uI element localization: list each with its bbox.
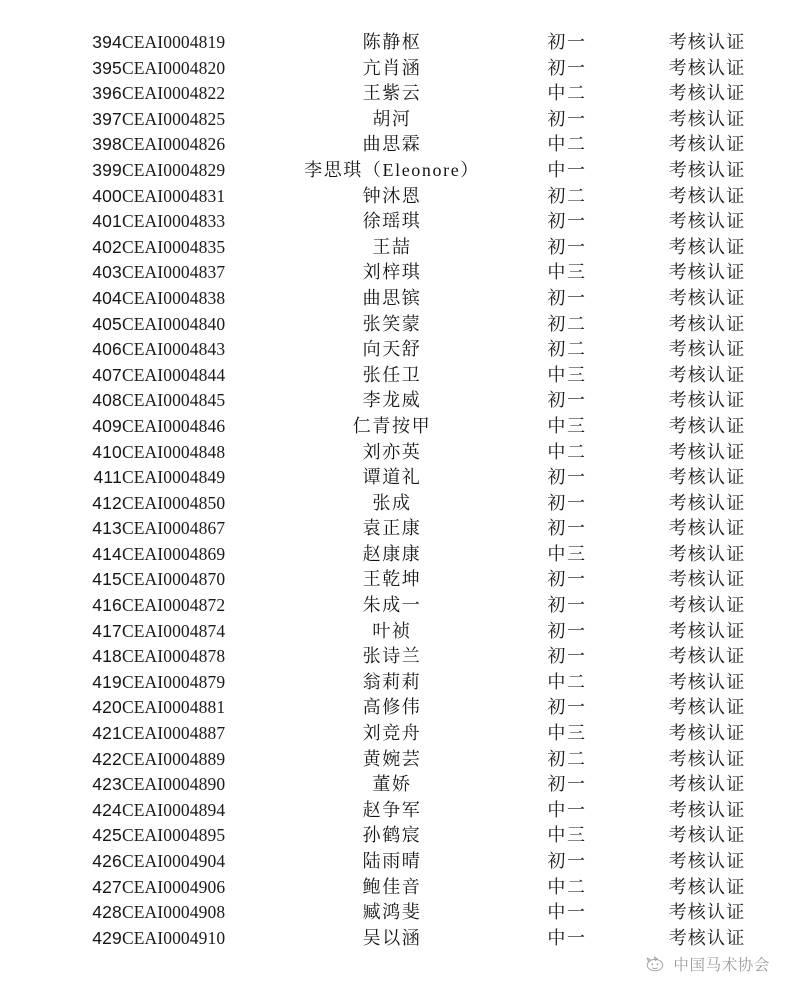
certification-type: 考核认证 bbox=[668, 185, 746, 206]
table-row bbox=[0, 619, 792, 645]
certification-type: 考核认证 bbox=[668, 774, 746, 795]
row-index: 395 bbox=[92, 57, 122, 78]
member-level: 初一 bbox=[547, 851, 587, 871]
member-level: 中二 bbox=[547, 134, 587, 155]
member-level: 初一 bbox=[547, 620, 587, 641]
member-level: 中一 bbox=[547, 902, 587, 923]
row-index: 407 bbox=[92, 364, 122, 385]
table-row bbox=[0, 312, 792, 338]
certification-type: 考核认证 bbox=[668, 799, 746, 820]
member-level: 初一 bbox=[547, 697, 587, 718]
row-index: 400 bbox=[92, 185, 122, 206]
row-index: 413 bbox=[92, 518, 122, 539]
member-name: 黄婉芸 bbox=[362, 748, 422, 769]
certification-type: 考核认证 bbox=[668, 287, 746, 308]
row-index: 420 bbox=[92, 697, 122, 718]
table-row bbox=[0, 260, 792, 286]
member-level: 中三 bbox=[547, 825, 587, 846]
table-row bbox=[0, 900, 792, 926]
row-index: 419 bbox=[92, 671, 122, 692]
table-row bbox=[0, 747, 792, 773]
table-row bbox=[0, 414, 792, 440]
member-code: CEAI0004906 bbox=[122, 876, 226, 897]
table-row bbox=[0, 491, 792, 517]
row-index: 428 bbox=[92, 902, 122, 923]
table-row bbox=[0, 184, 792, 210]
certification-type: 考核认证 bbox=[668, 211, 746, 232]
certification-type: 考核认证 bbox=[668, 518, 746, 539]
member-name: 亢肖涵 bbox=[362, 57, 422, 78]
row-index: 421 bbox=[92, 723, 122, 744]
certification-type: 考核认证 bbox=[668, 108, 746, 129]
table-row bbox=[0, 465, 792, 491]
certification-type: 考核认证 bbox=[668, 543, 746, 564]
member-code: CEAI0004822 bbox=[122, 83, 226, 104]
member-level: 初二 bbox=[547, 313, 587, 334]
member-name: 钟沐恩 bbox=[362, 185, 422, 206]
member-code: CEAI0004872 bbox=[122, 595, 226, 616]
member-name: 王喆 bbox=[372, 236, 412, 257]
table-row bbox=[0, 875, 792, 901]
member-name: 翁莉莉 bbox=[362, 671, 422, 692]
member-level: 初二 bbox=[547, 748, 587, 769]
member-name: 张笑蒙 bbox=[362, 313, 422, 334]
table-row bbox=[0, 337, 792, 363]
row-index: 409 bbox=[92, 415, 122, 436]
certification-type: 考核认证 bbox=[668, 492, 746, 513]
member-code: CEAI0004843 bbox=[122, 339, 226, 360]
member-name: 王乾坤 bbox=[362, 569, 422, 590]
member-code: CEAI0004819 bbox=[122, 32, 226, 52]
member-level: 初二 bbox=[547, 339, 587, 360]
member-level: 初一 bbox=[547, 211, 587, 232]
member-level: 初一 bbox=[547, 287, 587, 308]
certification-type: 考核认证 bbox=[668, 876, 746, 897]
row-index: 412 bbox=[92, 492, 122, 513]
certification-type: 考核认证 bbox=[668, 825, 746, 846]
table-row bbox=[0, 849, 792, 875]
member-name: 赵争军 bbox=[362, 799, 422, 820]
member-level: 中二 bbox=[547, 876, 587, 897]
certification-type: 考核认证 bbox=[668, 646, 746, 667]
certification-type: 考核认证 bbox=[668, 415, 746, 436]
member-code: CEAI0004878 bbox=[122, 646, 226, 667]
member-level: 初一 bbox=[547, 492, 587, 513]
member-level: 初一 bbox=[547, 467, 587, 488]
table-row bbox=[0, 516, 792, 542]
member-name: 李思琪（Eleonore） bbox=[304, 159, 480, 180]
member-code: CEAI0004870 bbox=[122, 569, 226, 590]
member-name: 张成 bbox=[372, 492, 412, 513]
row-index: 410 bbox=[92, 441, 122, 462]
member-name: 刘亦英 bbox=[362, 441, 422, 462]
member-code: CEAI0004835 bbox=[122, 236, 226, 257]
member-level: 中三 bbox=[547, 262, 587, 283]
certification-type: 考核认证 bbox=[668, 159, 746, 180]
certification-type: 考核认证 bbox=[668, 134, 746, 155]
member-level: 初一 bbox=[547, 108, 587, 129]
member-code: CEAI0004908 bbox=[122, 902, 226, 923]
member-level: 初一 bbox=[547, 569, 587, 590]
table-row bbox=[0, 721, 792, 747]
row-index: 422 bbox=[92, 748, 122, 769]
row-index: 426 bbox=[92, 851, 122, 871]
table-row bbox=[0, 567, 792, 593]
row-index: 403 bbox=[92, 262, 122, 283]
member-name: 徐瑶琪 bbox=[362, 211, 422, 232]
member-name: 臧鸿斐 bbox=[362, 902, 422, 923]
member-name: 张诗兰 bbox=[362, 646, 422, 667]
table-row bbox=[0, 286, 792, 312]
watermark-label: 中国马术协会 bbox=[673, 957, 770, 974]
member-name: 董娇 bbox=[372, 774, 412, 795]
member-name: 鲍佳音 bbox=[362, 876, 422, 897]
table-row bbox=[0, 235, 792, 261]
member-code: CEAI0004833 bbox=[122, 211, 226, 232]
table-row bbox=[0, 81, 792, 107]
certification-type: 考核认证 bbox=[668, 569, 746, 590]
member-name: 曲思镔 bbox=[362, 287, 422, 308]
member-level: 初一 bbox=[547, 57, 587, 78]
member-name: 胡河 bbox=[372, 108, 412, 129]
row-index: 425 bbox=[92, 825, 122, 846]
member-level: 中三 bbox=[547, 723, 587, 744]
certification-type: 考核认证 bbox=[668, 262, 746, 283]
certification-type: 考核认证 bbox=[668, 313, 746, 334]
table-row bbox=[0, 926, 792, 952]
member-code: CEAI0004881 bbox=[122, 697, 226, 718]
member-name: 赵康康 bbox=[362, 543, 422, 564]
member-name: 刘竞舟 bbox=[362, 723, 422, 744]
member-level: 中一 bbox=[547, 799, 587, 820]
member-name: 孙鹤宸 bbox=[362, 825, 422, 846]
row-index: 416 bbox=[92, 595, 122, 616]
member-code: CEAI0004895 bbox=[122, 825, 226, 846]
certification-type: 考核认证 bbox=[668, 620, 746, 641]
table-row bbox=[0, 542, 792, 568]
certification-type: 考核认证 bbox=[668, 697, 746, 718]
table-row bbox=[0, 644, 792, 670]
table-row bbox=[0, 772, 792, 798]
member-level: 中一 bbox=[547, 159, 587, 180]
row-index: 397 bbox=[92, 108, 122, 129]
member-code: CEAI0004844 bbox=[122, 364, 226, 385]
table-row bbox=[0, 798, 792, 824]
certification-type: 考核认证 bbox=[668, 671, 746, 692]
certification-type: 考核认证 bbox=[668, 32, 746, 52]
certification-type: 考核认证 bbox=[668, 236, 746, 257]
china-equestrian-association-logo-icon bbox=[644, 953, 666, 975]
row-index: 396 bbox=[92, 83, 122, 104]
member-code: CEAI0004826 bbox=[122, 134, 226, 155]
certification-type: 考核认证 bbox=[668, 748, 746, 769]
table-row bbox=[0, 56, 792, 82]
row-index: 401 bbox=[92, 211, 122, 232]
certification-type: 考核认证 bbox=[668, 339, 746, 360]
row-index: 423 bbox=[92, 774, 122, 795]
table-row bbox=[0, 593, 792, 619]
row-index: 399 bbox=[92, 159, 122, 180]
certification-roster-table bbox=[0, 30, 792, 951]
member-name: 张任卫 bbox=[362, 364, 422, 385]
member-level: 中一 bbox=[547, 927, 587, 948]
table-row bbox=[0, 107, 792, 133]
member-name: 曲思霖 bbox=[362, 134, 422, 155]
roster-table-body bbox=[0, 30, 792, 951]
member-level: 初一 bbox=[547, 646, 587, 667]
member-code: CEAI0004879 bbox=[122, 671, 226, 692]
table-row bbox=[0, 132, 792, 158]
member-code: CEAI0004846 bbox=[122, 415, 226, 436]
member-code: CEAI0004831 bbox=[122, 185, 226, 206]
certification-type: 考核认证 bbox=[668, 902, 746, 923]
certification-type: 考核认证 bbox=[668, 390, 746, 411]
certification-type: 考核认证 bbox=[668, 723, 746, 744]
member-code: CEAI0004838 bbox=[122, 287, 226, 308]
row-index: 417 bbox=[92, 620, 122, 641]
table-row bbox=[0, 209, 792, 235]
member-code: CEAI0004904 bbox=[122, 851, 226, 871]
member-level: 初一 bbox=[547, 32, 587, 52]
member-name: 吴以涵 bbox=[362, 927, 422, 948]
member-level: 中二 bbox=[547, 671, 587, 692]
member-code: CEAI0004910 bbox=[122, 927, 226, 948]
member-code: CEAI0004869 bbox=[122, 543, 226, 564]
member-code: CEAI0004825 bbox=[122, 108, 226, 129]
row-index: 402 bbox=[92, 236, 122, 257]
member-code: CEAI0004850 bbox=[122, 492, 226, 513]
table-row bbox=[0, 388, 792, 414]
member-code: CEAI0004840 bbox=[122, 313, 226, 334]
row-index: 411 bbox=[93, 467, 122, 488]
member-code: CEAI0004837 bbox=[122, 262, 226, 283]
member-code: CEAI0004889 bbox=[122, 748, 226, 769]
member-code: CEAI0004829 bbox=[122, 159, 226, 180]
member-code: CEAI0004867 bbox=[122, 518, 226, 539]
member-code: CEAI0004887 bbox=[122, 723, 226, 744]
member-name: 李龙威 bbox=[362, 390, 422, 411]
member-name: 陈静枢 bbox=[362, 32, 422, 52]
member-name: 王紫云 bbox=[362, 83, 422, 104]
table-row bbox=[0, 823, 792, 849]
row-index: 427 bbox=[92, 876, 122, 897]
table-row bbox=[0, 440, 792, 466]
member-name: 向天舒 bbox=[362, 339, 422, 360]
watermark bbox=[644, 953, 770, 975]
member-name: 仁青按甲 bbox=[352, 415, 432, 436]
certification-type: 考核认证 bbox=[668, 83, 746, 104]
row-index: 394 bbox=[92, 32, 122, 52]
row-index: 414 bbox=[92, 543, 122, 564]
row-index: 404 bbox=[92, 287, 122, 308]
member-code: CEAI0004890 bbox=[122, 774, 226, 795]
certification-type: 考核认证 bbox=[668, 57, 746, 78]
row-index: 408 bbox=[92, 390, 122, 411]
member-name: 高修伟 bbox=[362, 697, 422, 718]
member-name: 刘梓琪 bbox=[362, 262, 422, 283]
table-row bbox=[0, 363, 792, 389]
member-code: CEAI0004820 bbox=[122, 57, 226, 78]
certification-type: 考核认证 bbox=[668, 467, 746, 488]
certification-type: 考核认证 bbox=[668, 364, 746, 385]
certification-type: 考核认证 bbox=[668, 441, 746, 462]
table-row bbox=[0, 30, 792, 56]
certification-type: 考核认证 bbox=[668, 851, 746, 871]
table-row bbox=[0, 695, 792, 721]
certification-type: 考核认证 bbox=[668, 595, 746, 616]
row-index: 415 bbox=[92, 569, 122, 590]
member-level: 中二 bbox=[547, 441, 587, 462]
member-name: 谭道礼 bbox=[362, 467, 422, 488]
member-code: CEAI0004845 bbox=[122, 390, 226, 411]
row-index: 418 bbox=[92, 646, 122, 667]
member-name: 朱成一 bbox=[362, 595, 422, 616]
member-level: 中三 bbox=[547, 543, 587, 564]
member-code: CEAI0004849 bbox=[122, 467, 226, 488]
table-row bbox=[0, 158, 792, 184]
member-name: 袁正康 bbox=[362, 518, 422, 539]
row-index: 406 bbox=[92, 339, 122, 360]
member-level: 初一 bbox=[547, 518, 587, 539]
row-index: 405 bbox=[92, 313, 122, 334]
member-name: 陆雨晴 bbox=[362, 851, 422, 871]
member-level: 中三 bbox=[547, 415, 587, 436]
member-level: 初一 bbox=[547, 236, 587, 257]
member-code: CEAI0004848 bbox=[122, 441, 226, 462]
member-name: 叶祯 bbox=[372, 620, 412, 641]
member-code: CEAI0004874 bbox=[122, 620, 226, 641]
table-row bbox=[0, 670, 792, 696]
certification-type: 考核认证 bbox=[668, 927, 746, 948]
member-level: 初一 bbox=[547, 774, 587, 795]
member-level: 初一 bbox=[547, 390, 587, 411]
row-index: 429 bbox=[92, 927, 122, 948]
row-index: 398 bbox=[92, 134, 122, 155]
row-index: 424 bbox=[92, 799, 122, 820]
member-level: 中二 bbox=[547, 83, 587, 104]
member-level: 初一 bbox=[547, 595, 587, 616]
member-level: 中三 bbox=[547, 364, 587, 385]
member-level: 初二 bbox=[547, 185, 587, 206]
member-code: CEAI0004894 bbox=[122, 799, 226, 820]
